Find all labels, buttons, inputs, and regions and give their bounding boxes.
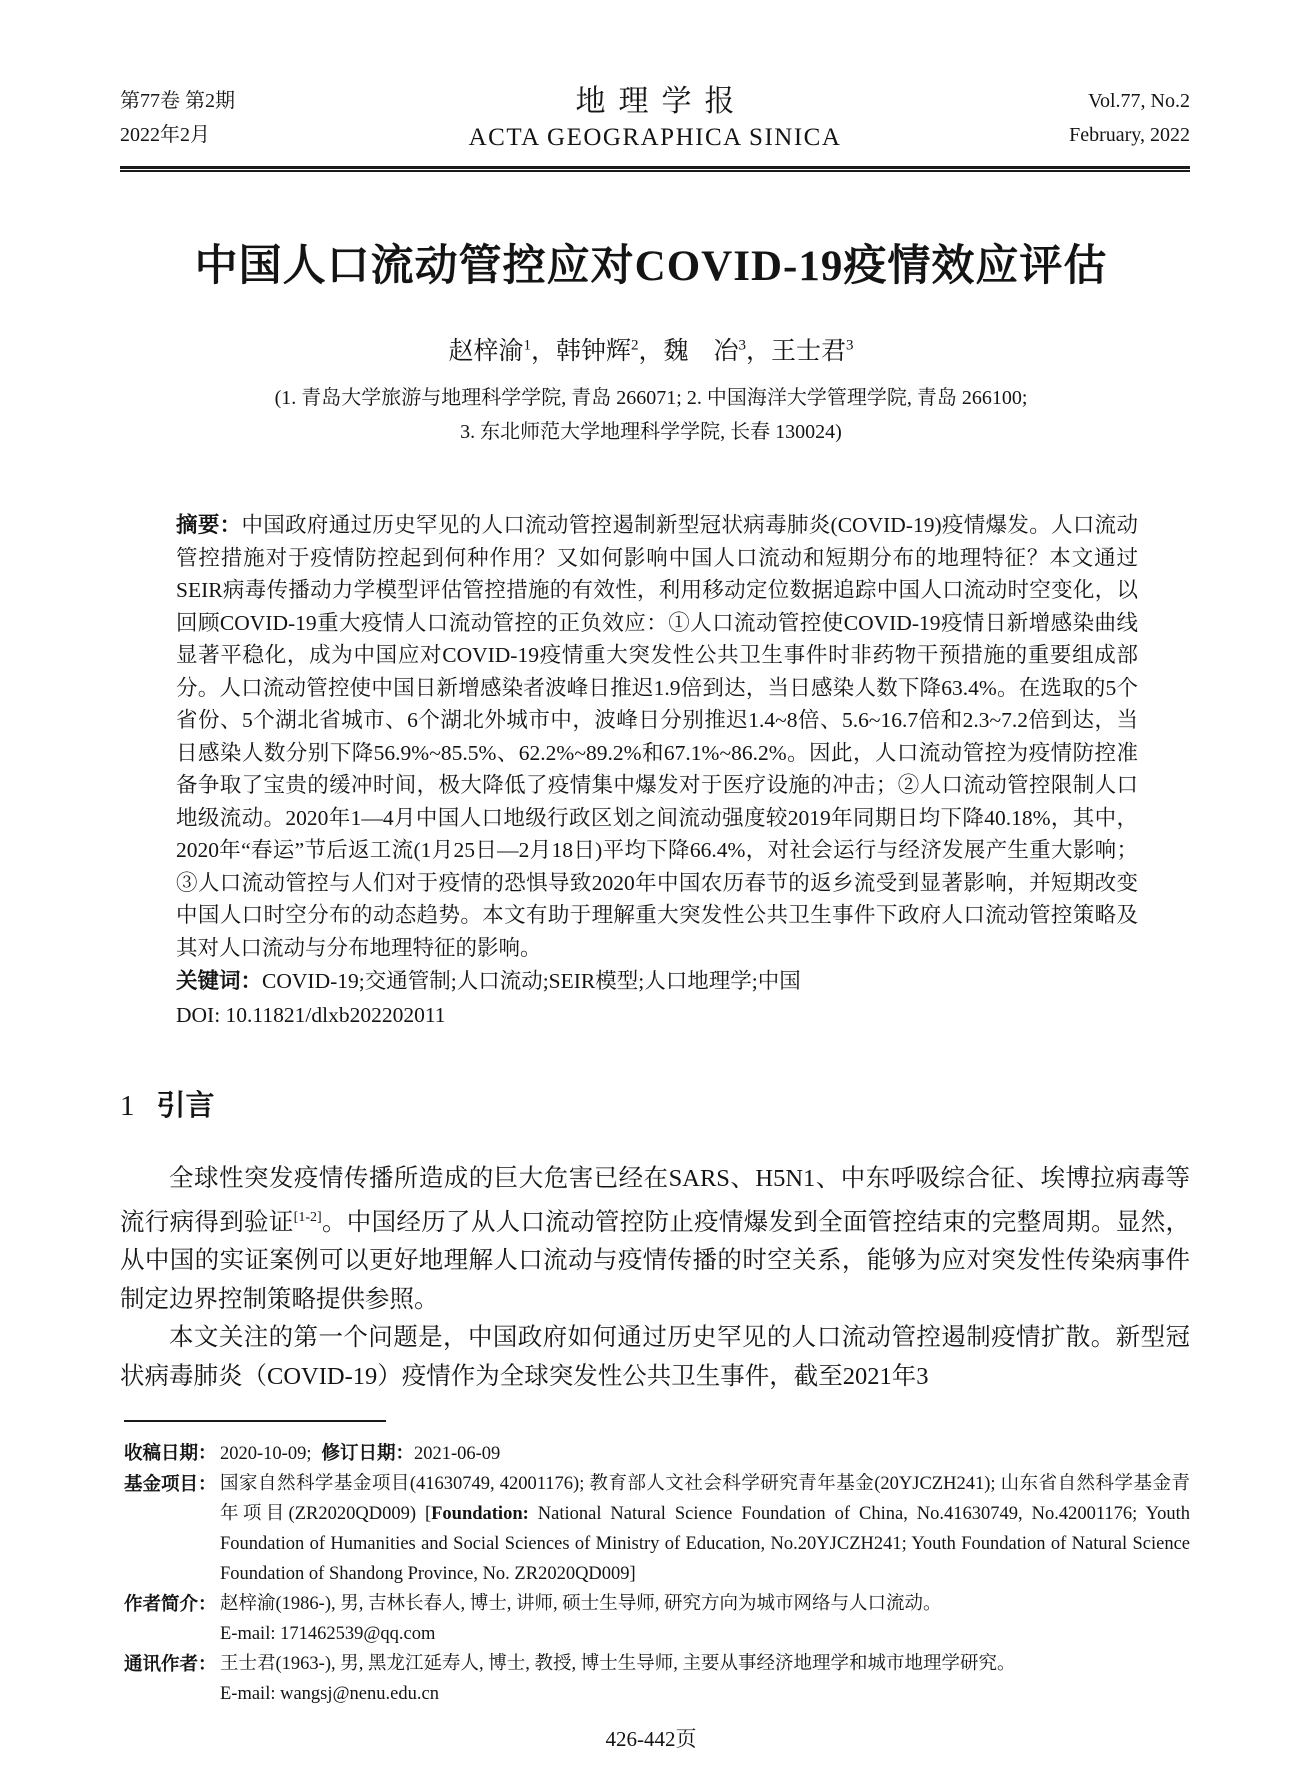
footnote-rule bbox=[124, 1420, 386, 1422]
doi-line: DOI: 10.11821/dlxb202202011 bbox=[176, 1002, 446, 1027]
author-separator: ， bbox=[746, 338, 772, 365]
affiliation-line-2: 3. 东北师范大学地理科学学院, 长春 130024) bbox=[460, 421, 842, 443]
corresponding-author-bio: 王士君(1963-), 男, 黑龙江延寿人, 博士, 教授, 博士生导师, 主要从事经济地理学和城市地理学研究。 bbox=[220, 1654, 1016, 1675]
author-superscript: 3 bbox=[738, 337, 747, 354]
citation-ref: [1-2] bbox=[293, 1209, 322, 1225]
journal-title-cn: 地理学报 bbox=[575, 85, 748, 118]
author-name: 韩钟辉 bbox=[555, 338, 631, 365]
keywords-line bbox=[176, 965, 1138, 998]
corresponding-author-label: 通讯作者： bbox=[124, 1653, 217, 1675]
page-range: 426-442页 bbox=[605, 1727, 697, 1752]
received-date-content bbox=[220, 1438, 1190, 1469]
abstract-paragraph bbox=[176, 509, 1138, 964]
author-bio-content bbox=[220, 1589, 1190, 1649]
keywords-label: 关键词： bbox=[176, 969, 263, 993]
intro-paragraph-1 bbox=[120, 1160, 1190, 1319]
abstract-label: 摘要： bbox=[176, 513, 242, 537]
author-bio-text: 赵梓渝(1986-), 男, 吉林长春人, 博士, 讲师, 硕士生导师, 研究方向为城市网络与人口流动。 bbox=[220, 1594, 942, 1615]
author-bio-label: 作者简介： bbox=[124, 1593, 217, 1615]
affiliations bbox=[0, 381, 1302, 449]
header-double-rule bbox=[120, 166, 1190, 172]
foundation-en-label: Foundation: bbox=[431, 1504, 529, 1525]
section-heading bbox=[120, 1083, 1190, 1124]
journal-header-left bbox=[120, 84, 350, 152]
journal-header-right bbox=[960, 84, 1190, 152]
received-date-value: 2020-10-09; bbox=[220, 1444, 312, 1465]
foundation-en-text: National Natural Science Foundation of China, No.41630749, No.42001176; Youth Foundation of Humanities and Social Sciences of Ministry of Education, No.20YJCZH241; Youth Foundation of Natural Science Foundation of Shandong Province, No. ZR2020QD009] bbox=[220, 1504, 1190, 1585]
revised-date-label: 修订日期： bbox=[321, 1442, 414, 1464]
intro-paragraph-1-text: 全球性突发疫情传播所造成的巨大危害已经在SARS、H5N1、中东呼吸综合征、埃博拉病毒等流行病得到验证 bbox=[120, 1165, 1190, 1236]
foundation-label: 基金项目： bbox=[124, 1473, 217, 1495]
footnote-corresponding-author bbox=[124, 1649, 1190, 1709]
authors-line bbox=[0, 331, 1302, 367]
foundation-content bbox=[220, 1469, 1190, 1589]
section-number: 1 bbox=[120, 1090, 135, 1122]
affiliation-line-1: (1. 青岛大学旅游与地理科学学院, 青岛 266071; 2. 中国海洋大学管理学院, 青岛 266100; bbox=[274, 387, 1028, 409]
author-name: 王士君 bbox=[771, 338, 847, 365]
footnote-author-bio bbox=[124, 1589, 1190, 1649]
intro-paragraph-1-text-cont: 。中国经历了从人口流动管控防止疫情爆发到全面管控结束的完整周期。显然，从中国的实证案例可以更好地理解人口流动与疫情传播的时空关系，能够为应对突发性传染病事件制定边界控制策略提供参照。 bbox=[120, 1208, 1191, 1313]
corresponding-author-email: E-mail: wangsj@nenu.edu.cn bbox=[220, 1684, 439, 1705]
footnote-foundation bbox=[124, 1469, 1190, 1589]
section-title: 引言 bbox=[156, 1090, 215, 1122]
author-email: E-mail: 171462539@qq.com bbox=[220, 1624, 436, 1645]
author-superscript: 1 bbox=[523, 337, 531, 354]
author-superscript: 3 bbox=[846, 337, 854, 354]
article-title: 中国人口流动管控应对COVID-19疫情效应评估 bbox=[194, 243, 1108, 290]
date-cn: 2022年2月 bbox=[120, 124, 210, 146]
intro-paragraph-2: 本文关注的第一个问题是，中国政府如何通过历史罕见的人口流动管控遏制疫情扩散。新型冠状病毒肺炎（COVID-19）疫情作为全球突发性公共卫生事件，截至2021年3 bbox=[120, 1324, 1190, 1390]
journal-title-en: ACTA GEOGRAPHICA SINICA bbox=[468, 124, 842, 151]
volume-issue-en: Vol.77, No.2 bbox=[1088, 90, 1190, 112]
received-date-label: 收稿日期： bbox=[124, 1442, 217, 1464]
author-superscript: 2 bbox=[630, 337, 639, 354]
footnote-received bbox=[124, 1438, 1190, 1469]
revised-date-value: 2021-06-09 bbox=[413, 1444, 501, 1465]
footnotes bbox=[124, 1438, 1190, 1709]
foundation-cn-text: 国家自然科学基金项目(41630749, 42001176); 教育部人文社会科学研究青年基金(20YJCZH241); 山东省自然科学基金青年项目(ZR2020QD009) [ bbox=[220, 1474, 1190, 1525]
journal-header-center bbox=[350, 84, 960, 156]
author-separator: ， bbox=[638, 338, 664, 365]
abstract-block bbox=[176, 509, 1138, 1031]
author-separator: ， bbox=[530, 338, 556, 365]
author-name: 赵梓渝 bbox=[448, 338, 524, 365]
date-en: February, 2022 bbox=[1069, 124, 1190, 146]
volume-issue-cn: 第77卷 第2期 bbox=[120, 90, 235, 112]
author-name: 魏 冶 bbox=[663, 338, 739, 365]
corresponding-author-content bbox=[220, 1649, 1190, 1709]
keywords-text: COVID-19;交通管制;人口流动;SEIR模型;人口地理学;中国 bbox=[262, 969, 801, 993]
abstract-text: 中国政府通过历史罕见的人口流动管控遏制新型冠状病毒肺炎(COVID-19)疫情爆发。人口流动管控措施对于疫情防控起到何种作用？又如何影响中国人口流动和短期分布的地理特征？本文通过SEIR病毒传播动力学模型评估管控措施的有效性，利用移动定位数据追踪中国人口流动时空变化，以回顾COVID-19重大疫情人口流动管控的正负效应：①人口流动管控使COVID-19疫情日新增感染曲线显著平稳化，成为中国应对COVID-19疫情重大突发性公共卫生事件时非药物干预措施的重要组成部分。人口流动管控使中国日新增感染者波峰日推迟1.9倍到达，当日感染人数下降63.4%。在选取的5个省份、5个湖北省城市、6个湖北外城市中，波峰日分别推迟1.4~8倍、5.6~16.7倍和2.3~7.2倍到达，当日感染人数分别下降56.9%~85.5%、62.2%~89.2%和67.1%~86.2%。因此，人口流动管控为疫情防控准备争取了宝贵的缓冲时间，极大降低了疫情集中爆发对于医疗设施的冲击；②人口流动管控限制人口地级流动。2020年1—4月中国人口地级行政区划之间流动强度较2019年同期日均下降40.18%，其中，2020年“春运”节后返工流(1月25日—2月18日)平均下降66.4%，对社会运行与经济发展产生重大影响；③人口流动管控与人们对于疫情的恐惧导致2020年中国农历春节的返乡流受到显著影响，并短期改变中国人口时空分布的动态趋势。本文有助于理解重大突发性公共卫生事件下政府人口流动管控策略及其对人口流动与分布地理特征的影响。 bbox=[176, 513, 1138, 960]
journal-header bbox=[0, 0, 1302, 156]
introduction-body bbox=[120, 1160, 1190, 1396]
